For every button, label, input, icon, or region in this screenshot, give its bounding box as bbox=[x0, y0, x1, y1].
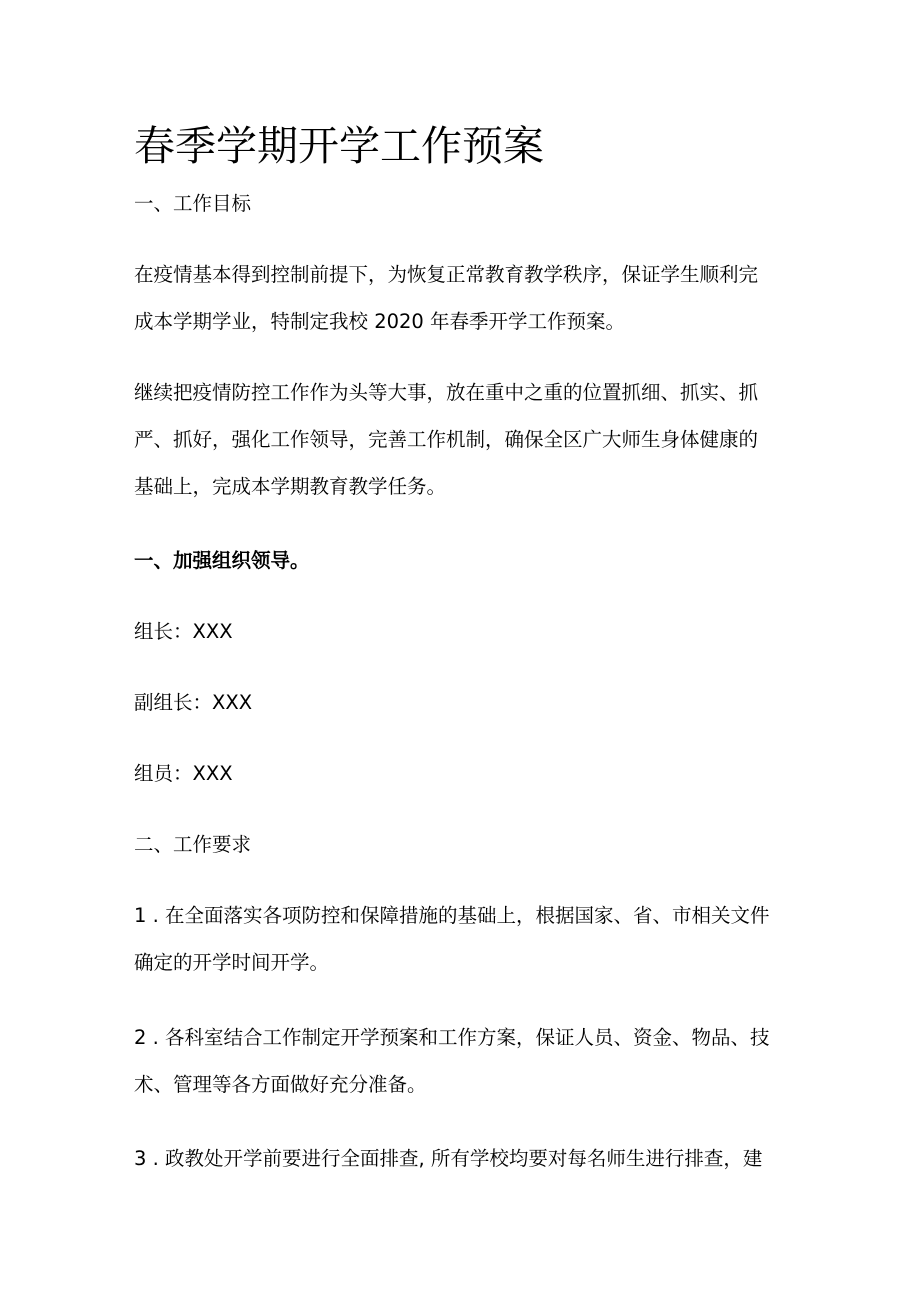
section-heading: 一、加强组织领导。 bbox=[134, 549, 310, 572]
paragraph-line: 成本学期学业，特制定我校 2020 年春季开学工作预案。 bbox=[134, 310, 626, 333]
paragraph-line: 组长：XXX bbox=[134, 620, 233, 643]
paragraph-line: 基础上，完成本学期教育教学任务。 bbox=[134, 475, 447, 498]
paragraph-line: 严、抓好，强化工作领导，完善工作机制，确保全区广大师生身体健康的 bbox=[134, 428, 759, 451]
paragraph-line: 术、管理等各方面做好充分准备。 bbox=[134, 1073, 427, 1096]
document-title: 春季学期开学工作预案 bbox=[134, 122, 544, 170]
paragraph-line: 组员：XXX bbox=[134, 762, 233, 785]
paragraph-line: 在疫情基本得到控制前提下，为恢复正常教育教学秩序，保证学生顺利完 bbox=[134, 263, 759, 286]
paragraph-line: 2 . 各科室结合工作制定开学预案和工作方案，保证人员、资金、物品、技 bbox=[134, 1026, 770, 1049]
section-heading: 二、工作要求 bbox=[134, 833, 252, 856]
paragraph-line: 1 . 在全面落实各项防控和保障措施的基础上，根据国家、省、市相关文件 bbox=[134, 904, 770, 927]
paragraph-line: 确定的开学时间开学。 bbox=[134, 951, 330, 974]
paragraph-line: 继续把疫情防控工作作为头等大事，放在重中之重的位置抓细、抓实、抓 bbox=[134, 381, 759, 404]
paragraph-line: 副组长：XXX bbox=[134, 691, 253, 714]
paragraph-line: 3 . 政教处开学前要进行全面排查, 所有学校均要对每名师生进行排查，建 bbox=[134, 1147, 763, 1170]
section-heading: 一、工作目标 bbox=[134, 192, 252, 215]
